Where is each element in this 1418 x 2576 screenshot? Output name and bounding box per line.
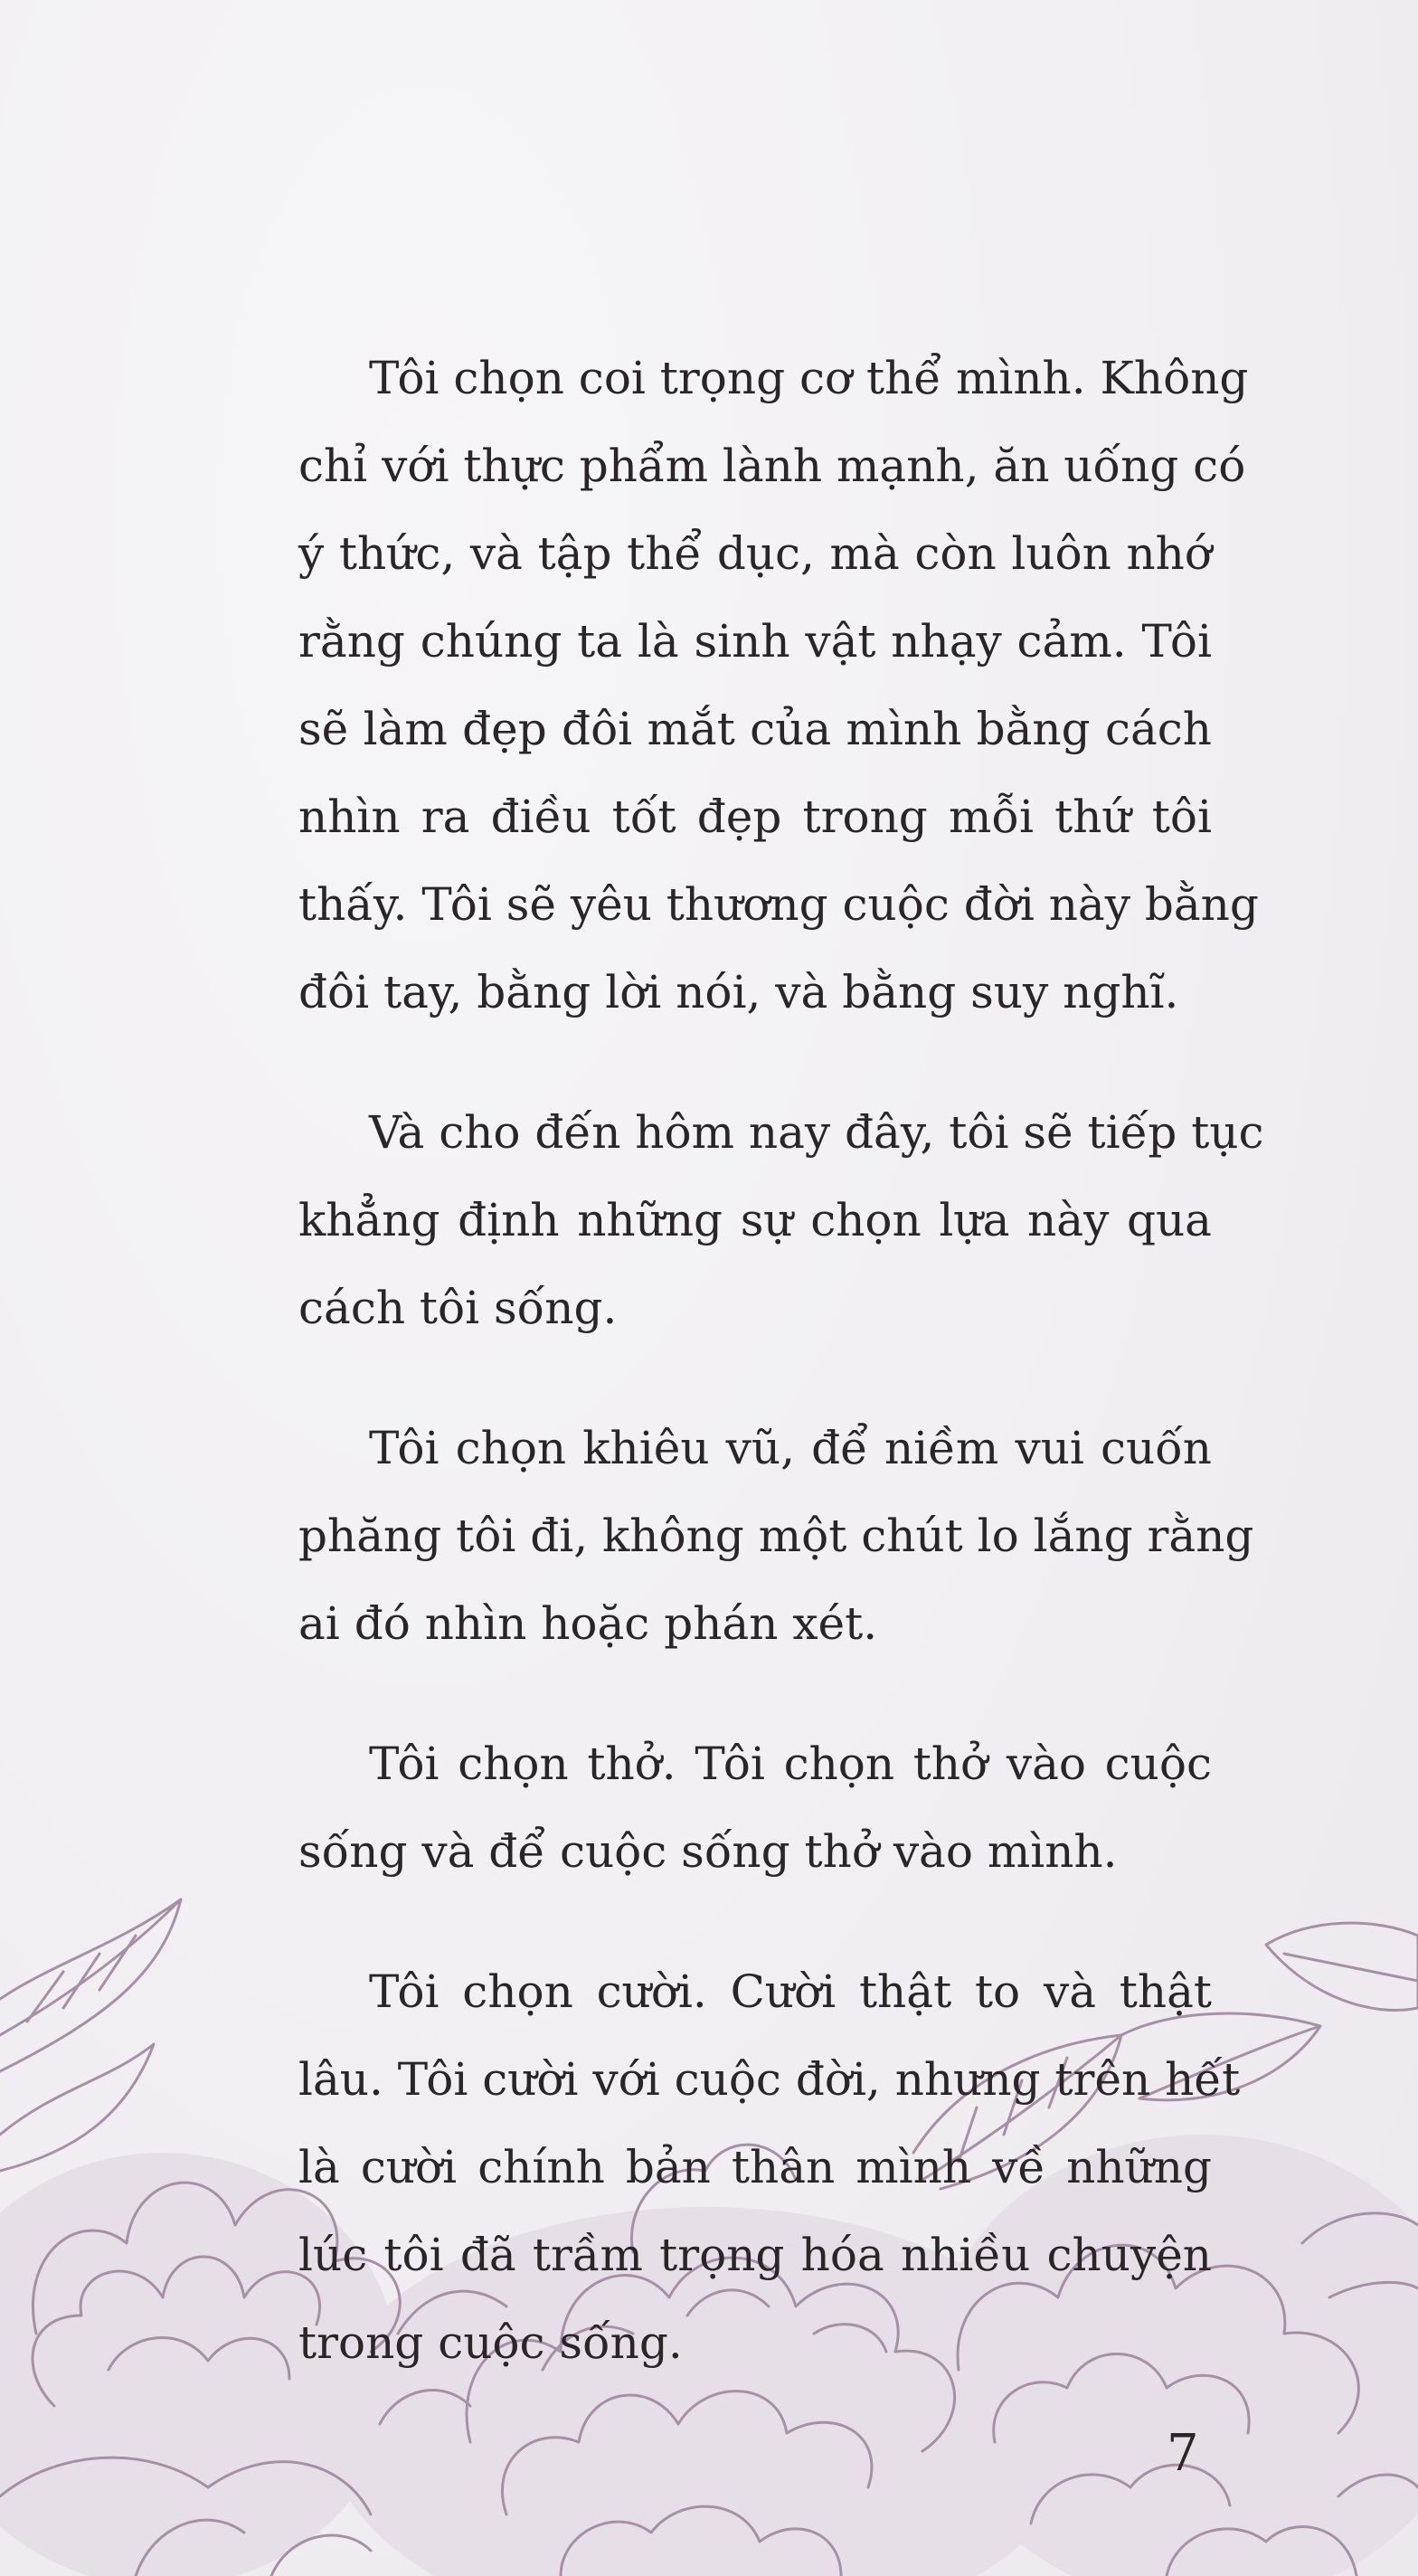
text-line: trong cuộc sống.	[298, 2316, 683, 2369]
text-line: phăng tôi đi, không một chút lo lắng rằng	[298, 1510, 1254, 1562]
text-line: Và cho đến hôm nay đây, tôi sẽ tiếp tục	[369, 1106, 1264, 1159]
text-line: ý thức, và tập thể dục, mà còn luôn nhớ	[298, 527, 1212, 580]
text-line: lâu. Tôi cười với cuộc đời, nhưng trên hết	[298, 2053, 1241, 2106]
text-line: cách tôi sống.	[298, 1282, 618, 1334]
text-line: đôi tay, bằng lời nói, và bằng suy nghĩ.	[298, 966, 1179, 1018]
text-line: chỉ với thực phẩm lành mạnh, ăn uống có	[298, 440, 1246, 492]
text-line: thấy. Tôi sẽ yêu thương cuộc đời này bằng	[298, 878, 1259, 931]
text-line: nhìn ra điều tốt đẹp trong mỗi thứ tôi	[298, 791, 1212, 843]
text-line: lúc tôi đã trầm trọng hóa nhiều chuyện	[298, 2229, 1212, 2281]
text-line: Tôi chọn coi trọng cơ thể mình. Không	[369, 352, 1249, 404]
paragraph-4	[298, 1720, 1212, 1896]
page-number: 7	[1167, 2424, 1199, 2483]
text-line: sẽ làm đẹp đôi mắt của mình bằng cách	[298, 703, 1212, 755]
text-line: ai đó nhìn hoặc phán xét.	[298, 1597, 878, 1650]
paragraph-5	[298, 1948, 1241, 2387]
text-line: Tôi chọn thở. Tôi chọn thở vào cuộc	[369, 1738, 1212, 1790]
text-line: Tôi chọn cười. Cười thật to và thật	[369, 1965, 1212, 2018]
paragraph-1	[298, 335, 1259, 1037]
body-text	[298, 335, 1264, 2439]
text-line: Tôi chọn khiêu vũ, để niềm vui cuốn	[369, 1422, 1212, 1474]
paragraph-3	[298, 1405, 1254, 1668]
text-line: khẳng định những sự chọn lựa này qua	[298, 1194, 1212, 1246]
text-line: sống và để cuộc sống thở vào mình.	[298, 1825, 1118, 1878]
text-line: là cười chính bản thân mình về những	[298, 2141, 1212, 2193]
text-line: rằng chúng ta là sinh vật nhạy cảm. Tôi	[298, 615, 1212, 668]
paragraph-2	[298, 1089, 1264, 1352]
